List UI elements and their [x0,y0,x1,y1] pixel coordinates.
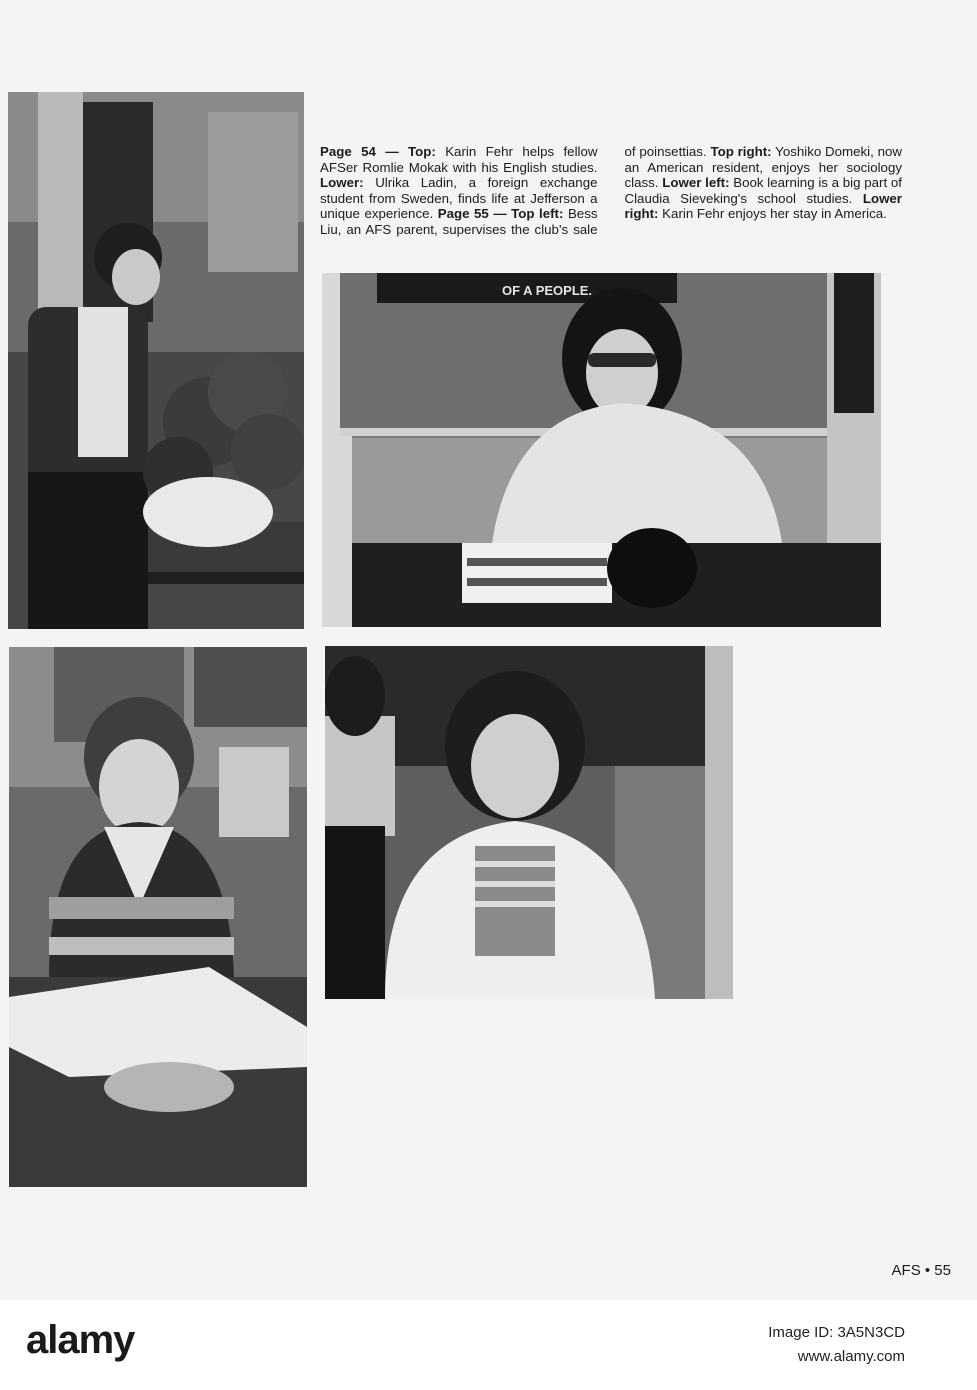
photo-caption [320,144,902,238]
photo-top-right-image [322,273,881,627]
caption-label-lower-left: Lower left: [662,175,730,191]
caption-label-page55-top-left: Page 55 — Top left: [437,206,564,222]
caption-text-page55-top-left: Bess Liu, an AFS parent, supervises the club's sale of poinsettias. [320,144,711,237]
photo-top-left-image [8,92,304,629]
page-number: AFS • 55 [891,1262,951,1279]
alamy-logo: alamy [26,1318,135,1362]
caption-label-lower-right: Lower right: [624,190,902,222]
caption-text-lower-left: Book learning is a big part of Claudia Sieveking's school studies. [624,175,902,206]
photo-lower-left-image [9,647,307,1187]
caption-text-lower-right: Karin Fehr enjoys her stay in America. [658,206,887,222]
photo-top-right [322,273,881,627]
caption-label-page54-top: Page 54 — Top: [320,144,436,159]
caption-text-page54-top: Karin Fehr helps fellow AFSer Romlie Mokak with his English studies. [320,144,598,175]
caption-text-top-right: Yoshiko Domeki, now an American resident, enjoys her sociology class. [624,144,902,191]
photo-lower-left [9,647,307,1187]
caption-label-top-right: Top right: [710,144,772,159]
image-id: Image ID: 3A5N3CD [768,1324,905,1341]
stock-footer [0,1300,977,1390]
caption-text-page54-lower: Ulrika Ladin, a foreign exchange student from Sweden, finds life at Jefferson a unique experience. [320,175,598,222]
photo-lower-right [325,646,733,999]
caption-label-page54-lower: Lower: [320,175,364,191]
photo-lower-right-image [325,646,733,999]
photo-top-left [8,92,304,629]
site-url: www.alamy.com [797,1348,905,1365]
poster-slogan: OF A PEOPLE. [502,283,593,298]
